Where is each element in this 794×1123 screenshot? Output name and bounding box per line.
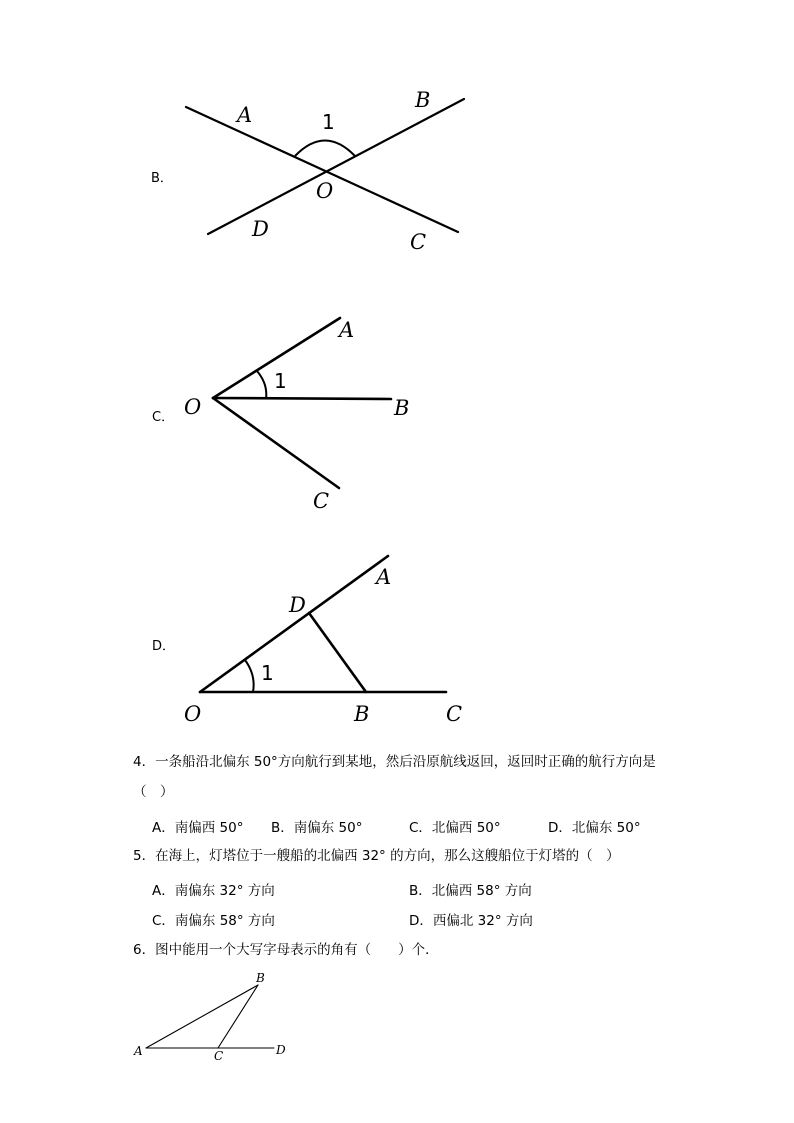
- segment-bc: [218, 985, 258, 1048]
- q4-choice-a: A．南偏西 50°: [152, 820, 244, 836]
- q5-choice-b: B．北偏西 58° 方向: [409, 883, 532, 899]
- q5-choice-d: D．西偏北 32° 方向: [409, 913, 533, 929]
- q4-choice-c: C．北偏西 50°: [409, 820, 501, 836]
- q4-choice-d: D．北偏东 50°: [548, 820, 641, 836]
- point-d-label: D: [289, 593, 306, 617]
- point-d-label: D: [276, 1043, 286, 1057]
- point-c-label: C: [446, 702, 463, 726]
- point-a-label: A: [134, 1044, 143, 1058]
- question-5-text: 5．在海上，灯塔位于一艘船的北偏西 32° 的方向，那么这艘船位于灯塔的（ ）: [133, 848, 620, 864]
- point-d-label: D: [252, 217, 269, 241]
- q5-choice-c: C．南偏东 58° 方向: [152, 913, 275, 929]
- q5-choice-a: A．南偏东 32° 方向: [152, 883, 275, 899]
- point-a-label: A: [339, 318, 355, 342]
- question-4-text: 4．一条船沿北偏东 50°方向航行到某地，然后沿原航线返回，返回时正确的航行方向是: [133, 754, 656, 770]
- point-a-label: A: [237, 103, 253, 127]
- point-b-label: B: [354, 702, 370, 726]
- q4-choice-b: B．南偏东 50°: [271, 820, 363, 836]
- point-c-label: C: [214, 1049, 224, 1063]
- point-c-label: C: [410, 230, 427, 254]
- point-b-label: B: [394, 396, 410, 420]
- option-b-label: B．: [151, 171, 173, 186]
- option-d-label: D．: [152, 639, 176, 654]
- question-6-text: 6．图中能用一个大写字母表示的角有（ ）个．: [133, 942, 439, 958]
- point-c-label: C: [313, 489, 330, 513]
- angle-1-label: 1: [261, 661, 274, 685]
- point-o-label: O: [316, 179, 334, 203]
- angle-1-label: 1: [274, 369, 287, 393]
- angle-1-label: 1: [322, 110, 335, 134]
- point-b-label: B: [415, 88, 431, 112]
- point-a-label: A: [376, 565, 392, 589]
- point-o-label: O: [184, 702, 202, 726]
- option-c-label: C．: [152, 410, 175, 425]
- point-o-label: O: [184, 395, 202, 419]
- point-b-label: B: [256, 971, 265, 985]
- question-4-paren: （ ）: [133, 784, 174, 800]
- segment-ab: [146, 985, 258, 1048]
